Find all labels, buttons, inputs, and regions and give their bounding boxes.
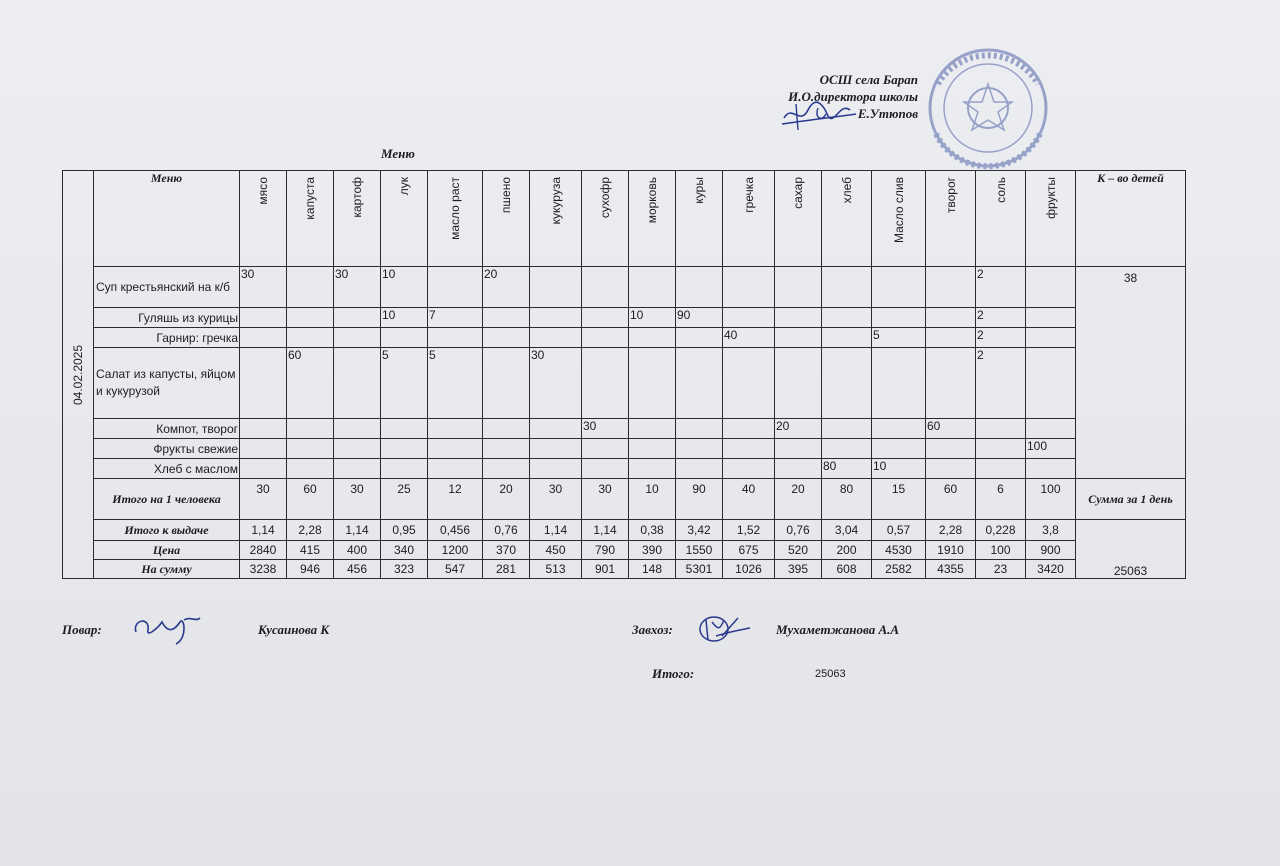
dish-row <box>63 308 1186 328</box>
per-person-label: Итого на 1 человека <box>94 479 240 520</box>
price-value: 1910 <box>926 541 976 560</box>
ingredient-label: капуста <box>303 177 317 220</box>
price-value: 520 <box>775 541 822 560</box>
sum-row <box>63 560 1186 579</box>
dish-value <box>334 348 381 419</box>
dish-value <box>676 439 723 459</box>
dish-value: 10 <box>629 308 676 328</box>
dish-value <box>1026 419 1076 439</box>
issue-value: 1,14 <box>240 520 287 541</box>
menu-column-header: Меню <box>94 171 240 267</box>
per-person-value: 20 <box>775 479 822 520</box>
dish-value <box>822 419 872 439</box>
dish-value: 60 <box>926 419 976 439</box>
dish-value <box>926 439 976 459</box>
total-value: 25063 <box>815 668 846 680</box>
children-count: 38 <box>1076 267 1186 479</box>
per-person-value: 60 <box>287 479 334 520</box>
issue-value: 0,228 <box>976 520 1026 541</box>
issue-value: 3,04 <box>822 520 872 541</box>
dish-value <box>775 439 822 459</box>
dish-value <box>723 267 775 308</box>
school-seal <box>918 44 1058 172</box>
per-person-value: 25 <box>381 479 428 520</box>
sum-value: 4355 <box>926 560 976 579</box>
dish-row <box>63 439 1186 459</box>
ingredient-header <box>926 171 976 267</box>
per-person-value: 90 <box>676 479 723 520</box>
director-title: И.О.директора школы <box>788 89 918 104</box>
date-cell <box>63 171 94 579</box>
ingredient-header <box>723 171 775 267</box>
dish-value <box>723 348 775 419</box>
dish-value: 100 <box>1026 439 1076 459</box>
per-person-value: 30 <box>240 479 287 520</box>
dish-value <box>723 308 775 328</box>
dish-value <box>629 348 676 419</box>
dish-value: 2 <box>976 267 1026 308</box>
dish-value <box>872 308 926 328</box>
ingredient-header <box>676 171 723 267</box>
cook-label: Повар: <box>62 622 102 637</box>
keeper-name: Мухаметжанова А.А <box>776 622 900 637</box>
dish-value <box>240 328 287 348</box>
dish-value <box>1026 308 1076 328</box>
director-signature <box>778 96 858 136</box>
dish-value <box>582 439 629 459</box>
dish-value <box>822 267 872 308</box>
dish-value: 2 <box>976 348 1026 419</box>
ingredient-label: творог <box>943 177 958 214</box>
issue-value: 0,76 <box>775 520 822 541</box>
price-value: 2840 <box>240 541 287 560</box>
dish-value <box>428 267 483 308</box>
issue-value: 1,14 <box>334 520 381 541</box>
issue-label: Итого к выдаче <box>94 520 240 541</box>
price-value: 415 <box>287 541 334 560</box>
dish-value <box>582 459 629 479</box>
dish-value <box>775 308 822 328</box>
price-value: 4530 <box>872 541 926 560</box>
dish-value: 2 <box>976 328 1026 348</box>
sum-value: 513 <box>530 560 582 579</box>
dish-value <box>287 328 334 348</box>
sum-value: 2582 <box>872 560 926 579</box>
issue-value: 1,52 <box>723 520 775 541</box>
ingredient-label: лук <box>397 177 411 196</box>
dish-value <box>334 419 381 439</box>
dish-value <box>240 439 287 459</box>
dish-value <box>240 348 287 419</box>
dish-value <box>775 459 822 479</box>
sum-value: 5301 <box>676 560 723 579</box>
issue-value: 0,95 <box>381 520 428 541</box>
price-row <box>63 541 1186 560</box>
issue-value: 3,8 <box>1026 520 1076 541</box>
ingredient-header <box>334 171 381 267</box>
dish-row <box>63 328 1186 348</box>
dish-value <box>629 419 676 439</box>
per-person-value: 40 <box>723 479 775 520</box>
sum-value: 946 <box>287 560 334 579</box>
dish-value <box>872 348 926 419</box>
dish-value <box>1026 459 1076 479</box>
dish-value <box>530 459 582 479</box>
dish-value <box>872 419 926 439</box>
sum-value: 3238 <box>240 560 287 579</box>
dish-value <box>240 419 287 439</box>
ingredient-header <box>381 171 428 267</box>
dish-row <box>63 459 1186 479</box>
ingredient-label: пшено <box>499 177 513 214</box>
dish-value <box>483 348 530 419</box>
issue-value: 0,38 <box>629 520 676 541</box>
dish-value <box>629 459 676 479</box>
dish-value <box>1026 267 1076 308</box>
dish-value <box>676 348 723 419</box>
sum-value: 23 <box>976 560 1026 579</box>
dish-value: 30 <box>240 267 287 308</box>
price-value: 450 <box>530 541 582 560</box>
sum-value: 456 <box>334 560 381 579</box>
dish-value <box>483 419 530 439</box>
dish-value <box>822 308 872 328</box>
price-value: 1200 <box>428 541 483 560</box>
dish-row <box>63 348 1186 419</box>
issue-value: 1,14 <box>530 520 582 541</box>
per-person-value: 80 <box>822 479 872 520</box>
ingredient-label: картоф <box>350 177 364 218</box>
dish-value <box>926 459 976 479</box>
dish-value <box>676 267 723 308</box>
ingredient-header <box>287 171 334 267</box>
dish-value <box>530 328 582 348</box>
dish-value <box>530 419 582 439</box>
price-value: 340 <box>381 541 428 560</box>
dish-value <box>775 348 822 419</box>
ingredient-label: гречка <box>741 177 756 213</box>
table-header-row <box>63 171 1186 267</box>
ingredient-header <box>1026 171 1076 267</box>
dish-name: Гуляшь из курицы <box>94 308 240 328</box>
dish-value: 30 <box>582 419 629 439</box>
dish-value <box>582 348 629 419</box>
dish-value <box>926 308 976 328</box>
dish-row <box>63 419 1186 439</box>
dish-value <box>381 439 428 459</box>
dish-value <box>1026 328 1076 348</box>
dish-value <box>976 419 1026 439</box>
price-value: 390 <box>629 541 676 560</box>
dish-value <box>723 439 775 459</box>
ingredient-label: сахар <box>791 177 805 209</box>
per-person-value: 6 <box>976 479 1026 520</box>
dish-value <box>483 439 530 459</box>
dish-value: 10 <box>381 267 428 308</box>
dish-name: Суп крестьянский на к/б <box>94 267 240 308</box>
dish-value: 5 <box>872 328 926 348</box>
ingredient-label: хлеб <box>839 177 854 204</box>
issue-value: 3,42 <box>676 520 723 541</box>
dish-value <box>530 267 582 308</box>
dish-value <box>582 308 629 328</box>
dish-value <box>381 459 428 479</box>
dish-value <box>428 459 483 479</box>
dish-value <box>334 328 381 348</box>
issue-value: 1,14 <box>582 520 629 541</box>
dish-value: 7 <box>428 308 483 328</box>
sum-value: 323 <box>381 560 428 579</box>
dish-row <box>63 267 1186 308</box>
dish-name: Фрукты свежие <box>94 439 240 459</box>
keeper-label: Завхоз: <box>632 622 673 637</box>
ingredient-label: соль <box>993 177 1008 203</box>
dish-value <box>629 267 676 308</box>
ingredient-header <box>775 171 822 267</box>
dish-value <box>976 459 1026 479</box>
director-name: Е.Утюпов <box>857 106 918 121</box>
dish-value <box>723 459 775 479</box>
dish-value <box>1026 348 1076 419</box>
price-label: Цена <box>94 541 240 560</box>
dish-value <box>334 459 381 479</box>
dish-value: 60 <box>287 348 334 419</box>
dish-value <box>926 267 976 308</box>
ingredient-label: сухофр <box>598 177 612 219</box>
dish-value: 90 <box>676 308 723 328</box>
issue-value: 0,57 <box>872 520 926 541</box>
price-value: 790 <box>582 541 629 560</box>
price-value: 1550 <box>676 541 723 560</box>
dish-value: 30 <box>530 348 582 419</box>
dish-value <box>582 267 629 308</box>
dish-value <box>582 328 629 348</box>
ingredient-header <box>428 171 483 267</box>
dish-value <box>872 267 926 308</box>
ingredient-label: морковь <box>645 177 659 224</box>
dish-value <box>976 439 1026 459</box>
issue-value: 2,28 <box>287 520 334 541</box>
issue-row <box>63 520 1186 541</box>
dish-value <box>723 419 775 439</box>
sum-label: На сумму <box>94 560 240 579</box>
dish-value <box>334 308 381 328</box>
per-person-value: 30 <box>334 479 381 520</box>
ingredient-header <box>976 171 1026 267</box>
dish-value: 5 <box>428 348 483 419</box>
dish-value: 10 <box>381 308 428 328</box>
dish-value <box>530 439 582 459</box>
per-person-value: 12 <box>428 479 483 520</box>
dish-value <box>530 308 582 328</box>
dish-value <box>428 419 483 439</box>
dish-value <box>822 348 872 419</box>
dish-value <box>676 459 723 479</box>
menu-table <box>62 170 1186 579</box>
dish-value <box>629 328 676 348</box>
dish-value: 10 <box>872 459 926 479</box>
sum-value: 1026 <box>723 560 775 579</box>
ingredient-header <box>483 171 530 267</box>
dish-value: 20 <box>775 419 822 439</box>
ingredient-header <box>530 171 582 267</box>
dish-value <box>428 439 483 459</box>
dish-name: Гарнир: гречка <box>94 328 240 348</box>
dish-value <box>822 328 872 348</box>
dish-value <box>287 267 334 308</box>
price-value: 370 <box>483 541 530 560</box>
cook-signature <box>128 608 208 648</box>
sum-value: 547 <box>428 560 483 579</box>
dish-value <box>775 328 822 348</box>
menu-title: Меню <box>381 146 415 161</box>
dish-value: 40 <box>723 328 775 348</box>
issue-value: 0,76 <box>483 520 530 541</box>
price-value: 400 <box>334 541 381 560</box>
dish-value: 5 <box>381 348 428 419</box>
per-person-row <box>63 479 1186 520</box>
dish-value <box>240 459 287 479</box>
dish-value <box>483 308 530 328</box>
sum-value: 395 <box>775 560 822 579</box>
price-value: 900 <box>1026 541 1076 560</box>
dish-value <box>822 439 872 459</box>
per-person-value: 30 <box>582 479 629 520</box>
dish-value <box>240 308 287 328</box>
dish-value <box>676 328 723 348</box>
dish-value <box>926 348 976 419</box>
dish-value <box>629 439 676 459</box>
dish-value: 20 <box>483 267 530 308</box>
price-value: 100 <box>976 541 1026 560</box>
per-person-value: 60 <box>926 479 976 520</box>
per-person-value: 100 <box>1026 479 1076 520</box>
dish-name: Салат из капусты, яйцом и кукурузой <box>94 348 240 419</box>
dish-value <box>428 328 483 348</box>
dish-value <box>483 328 530 348</box>
ingredient-label: куры <box>692 177 706 204</box>
sum-value: 281 <box>483 560 530 579</box>
dish-value <box>872 439 926 459</box>
price-value: 675 <box>723 541 775 560</box>
dish-value: 30 <box>334 267 381 308</box>
ingredient-label: Масло слив <box>891 177 906 244</box>
dish-value <box>287 459 334 479</box>
ingredient-header <box>629 171 676 267</box>
ingredient-label: кукуруза <box>548 177 563 225</box>
children-count-header: К – во детей <box>1076 171 1186 267</box>
menu-date: 04.02.2025 <box>71 344 85 405</box>
dish-value <box>483 459 530 479</box>
dish-value <box>381 419 428 439</box>
sum-value: 901 <box>582 560 629 579</box>
total-label: Итого: <box>652 666 695 681</box>
ingredient-header <box>240 171 287 267</box>
dish-value <box>676 419 723 439</box>
ingredient-header <box>872 171 926 267</box>
dish-name: Компот, творог <box>94 419 240 439</box>
dish-value <box>287 419 334 439</box>
issue-value: 2,28 <box>926 520 976 541</box>
per-person-value: 10 <box>629 479 676 520</box>
sum-value: 3420 <box>1026 560 1076 579</box>
ingredient-header <box>822 171 872 267</box>
per-person-value: 20 <box>483 479 530 520</box>
per-person-value: 15 <box>872 479 926 520</box>
day-sum-label: Сумма за 1 день <box>1076 479 1186 520</box>
price-value: 200 <box>822 541 872 560</box>
dish-value <box>775 267 822 308</box>
dish-value <box>926 328 976 348</box>
dish-value <box>334 439 381 459</box>
dish-name: Хлеб с маслом <box>94 459 240 479</box>
dish-value <box>287 439 334 459</box>
dish-value <box>381 328 428 348</box>
day-total: 25063 <box>1076 520 1186 579</box>
ingredient-label: мясо <box>256 177 270 205</box>
dish-value: 80 <box>822 459 872 479</box>
school-name: ОСШ села Барап <box>819 72 918 87</box>
ingredient-label: масло раст <box>448 177 462 240</box>
ingredient-label: фрукты <box>1043 177 1058 219</box>
dish-value: 2 <box>976 308 1026 328</box>
ingredient-header <box>582 171 629 267</box>
sum-value: 148 <box>629 560 676 579</box>
issue-value: 0,456 <box>428 520 483 541</box>
cook-name: Кусаинова К <box>258 622 330 637</box>
per-person-value: 30 <box>530 479 582 520</box>
keeper-signature <box>694 612 754 646</box>
sum-value: 608 <box>822 560 872 579</box>
dish-value <box>287 308 334 328</box>
